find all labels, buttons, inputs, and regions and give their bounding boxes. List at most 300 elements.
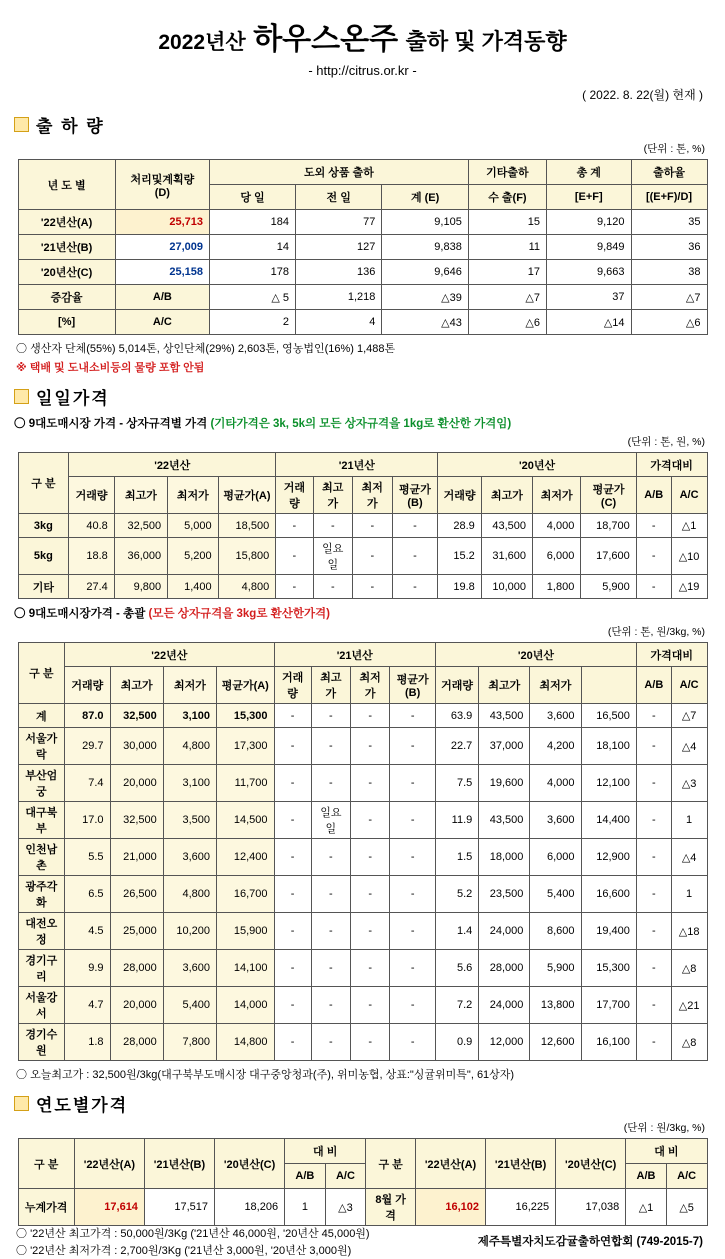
document-header [0, 0, 725, 78]
cell-avg20: 16,100 [581, 1024, 636, 1061]
th-year: 년 도 별 [18, 160, 115, 210]
table-row [18, 260, 707, 285]
cell-low21: - [351, 704, 390, 728]
cell-vol21: - [276, 514, 313, 538]
cell-high20: 28,000 [479, 950, 530, 987]
cell-vol20: 7.5 [436, 765, 479, 802]
cell-low21: - [351, 950, 390, 987]
section-yearlyprice-heading [14, 1091, 725, 1116]
circle-bullet-icon: 〇 [16, 1069, 27, 1081]
cell-high22: 28,000 [110, 1024, 163, 1061]
cell-ab: - [636, 876, 671, 913]
th-cmp: 가격대비 [636, 453, 707, 477]
cell-ac: △7 [671, 704, 707, 728]
circle-bullet-icon: 〇 [16, 1245, 27, 1257]
cell-low21: - [351, 839, 390, 876]
cell-avg20: 18,100 [581, 728, 636, 765]
shipment-note-1 [16, 340, 725, 356]
cell-avg21: - [390, 802, 436, 839]
cell-low22: 5,000 [168, 514, 218, 538]
row-label: 경기수원 [18, 1024, 65, 1061]
cell-high21: - [313, 514, 352, 538]
cell-low22: 1,400 [168, 575, 218, 599]
cell-avg21: - [390, 1024, 436, 1061]
cell-low22: 3,500 [163, 802, 216, 839]
title-main-text: 하우스온주 [253, 23, 398, 56]
cell-high22: 20,000 [110, 987, 163, 1024]
cell-export: 11 [468, 235, 546, 260]
th-gubun: 구 분 [18, 643, 65, 704]
th-vol20: 거래량 [438, 477, 481, 514]
cell-plan-diff: 2 [210, 310, 296, 335]
th-y20-left: '20년산(C) [215, 1139, 285, 1189]
row-label: 경기구리 [18, 950, 65, 987]
table-row [18, 538, 707, 575]
cell-sum: 9,646 [382, 260, 468, 285]
title-tail-text: 출하 및 가격동향 [406, 29, 567, 54]
cell-vol20: 19.8 [438, 575, 481, 599]
cell-prev: 136 [295, 260, 381, 285]
cell-high22: 36,000 [114, 538, 167, 575]
cell-avg22: 18,500 [218, 514, 276, 538]
cell-avg21: - [390, 876, 436, 913]
section1-unit: (단위 : 톤, %) [0, 141, 705, 156]
circle-bullet-icon: 〇 [16, 343, 27, 355]
cell-high20: 23,500 [479, 876, 530, 913]
table-header-row [18, 1139, 707, 1164]
cell-day-diff: 4 [295, 310, 381, 335]
cell-avg22: 16,700 [217, 876, 274, 913]
cell-high20: 43,500 [479, 802, 530, 839]
th-y22: '22년산 [65, 643, 274, 667]
th-high20: 최고가 [481, 477, 532, 514]
cell-low22: 4,800 [163, 728, 216, 765]
th-total-sub: [E+F] [547, 185, 632, 210]
cell-avg22: 11,700 [217, 765, 274, 802]
cell-ac: 1 [671, 876, 707, 913]
subsection-2-text: 9대도매시장가격 - 총괄 [29, 608, 146, 620]
cell-high21: - [311, 987, 350, 1024]
cell-high21: 일요일 [313, 538, 352, 575]
section-dailyprice-heading [14, 384, 725, 409]
th-ab: A/B [636, 477, 671, 514]
row-label: 대전오정 [18, 913, 65, 950]
table-row [18, 1189, 707, 1226]
cell-high21: 일요일 [311, 802, 350, 839]
cell-vol21: - [274, 913, 311, 950]
document-footer [0, 1226, 725, 1259]
cell-high21: - [311, 765, 350, 802]
cell-low22: 3,100 [163, 704, 216, 728]
cell-avg21: - [392, 538, 438, 575]
section-shipment-title: 출 하 량 [36, 112, 105, 137]
cell-ac: △18 [671, 913, 707, 950]
cell-avg22: 14,000 [217, 987, 274, 1024]
cell-avg21: - [390, 728, 436, 765]
cell-total: 9,849 [547, 235, 632, 260]
th-avg22: 평균가(A) [217, 667, 274, 704]
cell-high22: 32,500 [110, 704, 163, 728]
cell-low22: 10,200 [163, 913, 216, 950]
th-low21: 최저가 [351, 667, 390, 704]
cell-ab: - [636, 765, 671, 802]
row-label: 계 [18, 704, 65, 728]
table-row-diff [18, 310, 707, 335]
cell-aug-ab: △1 [626, 1189, 667, 1226]
cell-low20: 4,000 [530, 765, 581, 802]
th-low21: 최저가 [353, 477, 392, 514]
cell-low20: 1,800 [532, 575, 580, 599]
diff-label-2: [%] [18, 310, 115, 335]
cell-avg22: 14,500 [217, 802, 274, 839]
table-header-row-2 [18, 667, 707, 704]
table-header-row [18, 453, 707, 477]
cell-avg22: 17,300 [217, 728, 274, 765]
cell-cum-a: 17,614 [74, 1189, 144, 1226]
table-header-row [18, 160, 707, 185]
table-row [18, 1024, 707, 1061]
cell-sum: 9,105 [382, 210, 468, 235]
cell-low20: 6,000 [530, 839, 581, 876]
th-vol22: 거래량 [65, 667, 110, 704]
th-day: 당 일 [210, 185, 296, 210]
cell-avg20: 19,400 [581, 913, 636, 950]
organization-signature: 제주특별자치도감귤출하연합회 (749-2015-7) [478, 1233, 703, 1249]
cell-ac: △1 [671, 514, 707, 538]
cell-vol22: 1.8 [65, 1024, 110, 1061]
row-label-cumulative: 누계가격 [18, 1189, 74, 1226]
cell-total-diff: △6 [631, 310, 707, 335]
square-marker-icon [14, 1096, 29, 1111]
cell-aug-ac: △5 [666, 1189, 707, 1226]
cell-vol22: 9.9 [65, 950, 110, 987]
section2-unit-2: (단위 : 톤, 원/3kg, %) [0, 624, 705, 639]
section-shipment-heading [14, 112, 725, 137]
cell-cum-c: 18,206 [215, 1189, 285, 1226]
th-rate-sub: [(E+F)/D] [631, 185, 707, 210]
cell-ab: - [636, 514, 671, 538]
th-vol22: 거래량 [69, 477, 114, 514]
th-y21-right: '21년산(B) [486, 1139, 556, 1189]
subsection-2-heading [14, 605, 725, 621]
cell-plan-diff: △ 5 [210, 285, 296, 310]
cell-day: 184 [210, 210, 296, 235]
cell-low20: 4,200 [530, 728, 581, 765]
site-url: - http://citrus.or.kr - [0, 63, 725, 78]
table-row-diff [18, 285, 707, 310]
th-low22: 최저가 [163, 667, 216, 704]
row-label: 기타 [18, 575, 69, 599]
table-row [18, 728, 707, 765]
diff-sub-label: A/B [115, 285, 209, 310]
th-prev: 전 일 [295, 185, 381, 210]
cell-vol20: 28.9 [438, 514, 481, 538]
cell-avg21: - [392, 575, 438, 599]
th-rate: 출하율 [631, 160, 707, 185]
cell-export: 17 [468, 260, 546, 285]
cell-vol20: 5.6 [436, 950, 479, 987]
row-label: 서울강서 [18, 987, 65, 1024]
cell-day: 178 [210, 260, 296, 285]
cell-avg21: - [390, 704, 436, 728]
cell-high21: - [313, 575, 352, 599]
cell-plan: 27,009 [115, 235, 209, 260]
cell-low20: 5,400 [530, 876, 581, 913]
cell-high20: 43,500 [479, 704, 530, 728]
cell-high20: 24,000 [479, 987, 530, 1024]
cell-day: 14 [210, 235, 296, 260]
cell-ac: △19 [671, 575, 707, 599]
circle-bullet-icon: 〇 [14, 418, 26, 430]
daily-price-by-box-table [18, 452, 708, 599]
circle-bullet-icon: 〇 [16, 1228, 27, 1240]
cell-avg22: 14,100 [217, 950, 274, 987]
cell-low22: 5,200 [168, 538, 218, 575]
row-label: '20년산(C) [18, 260, 115, 285]
cell-vol22: 7.4 [65, 765, 110, 802]
cell-avg20: 14,400 [581, 802, 636, 839]
cell-low22: 3,600 [163, 950, 216, 987]
cell-total-diff: △7 [631, 285, 707, 310]
cell-cum-ab: 1 [285, 1189, 326, 1226]
table-row [18, 987, 707, 1024]
cell-ab: - [636, 538, 671, 575]
cell-low22: 5,400 [163, 987, 216, 1024]
subsection-1-text: 9대도매시장 가격 - 상자규격별 가격 [29, 418, 208, 430]
cell-plan: 25,158 [115, 260, 209, 285]
cell-vol20: 0.9 [436, 1024, 479, 1061]
cell-day-diff: 1,218 [295, 285, 381, 310]
th-avg21: 평균가(B) [392, 477, 438, 514]
diff-label: 증감율 [18, 285, 115, 310]
footer-notes [16, 1226, 370, 1259]
cell-sum-diff: △7 [468, 285, 546, 310]
th-ab-left: A/B [285, 1164, 326, 1189]
cell-avg20: 16,600 [581, 876, 636, 913]
footer-note-2-text: '22년산 최저가격 : 2,700원/3Kg ('21년산 3,000원, '20년산 3,000원) [30, 1245, 351, 1257]
cell-avg21: - [390, 913, 436, 950]
cell-plan: 25,713 [115, 210, 209, 235]
table-row [18, 876, 707, 913]
cell-vol22: 87.0 [65, 704, 110, 728]
cell-aug-a: 16,102 [415, 1189, 485, 1226]
cell-high22: 20,000 [110, 765, 163, 802]
cell-high20: 24,000 [479, 913, 530, 950]
th-low20: 최저가 [532, 477, 580, 514]
row-label: 5kg [18, 538, 69, 575]
cell-prev: 127 [295, 235, 381, 260]
cell-low20: 3,600 [530, 802, 581, 839]
cell-low20: 12,600 [530, 1024, 581, 1061]
table-row [18, 210, 707, 235]
square-marker-icon [14, 389, 29, 404]
cell-vol21: - [276, 538, 313, 575]
th-y20: '20년산 [438, 453, 636, 477]
cell-export-diff: △14 [547, 310, 632, 335]
th-high21: 최고가 [311, 667, 350, 704]
th-y21: '21년산 [274, 643, 436, 667]
cell-low20: 3,600 [530, 704, 581, 728]
th-avg20: 평균가(C) [581, 477, 636, 514]
th-y21-left: '21년산(B) [144, 1139, 214, 1189]
cell-ab: - [636, 839, 671, 876]
row-label: 대구북부 [18, 802, 65, 839]
cell-high20: 43,500 [481, 514, 532, 538]
cell-vol22: 29.7 [65, 728, 110, 765]
cell-vol20: 63.9 [436, 704, 479, 728]
cell-high21: - [311, 728, 350, 765]
cell-vol20: 22.7 [436, 728, 479, 765]
cell-prev-diff: △43 [382, 310, 468, 335]
th-cmp: 가격대비 [636, 643, 707, 667]
th-cmp-left: 대 비 [285, 1139, 366, 1164]
cell-low22: 4,800 [163, 876, 216, 913]
section-yearlyprice-title: 연도별가격 [36, 1091, 128, 1116]
cell-avg21: - [390, 839, 436, 876]
cell-vol20: 7.2 [436, 987, 479, 1024]
cell-rate: 38 [631, 260, 707, 285]
subsection-2-note: (모든 상자규격을 3kg로 환산한가격) [149, 608, 330, 620]
cell-avg22: 15,800 [218, 538, 276, 575]
footer-note-1-text: '22년산 최고가격 : 50,000원/3Kg ('21년산 46,000원, '20년산 45,000원) [30, 1228, 370, 1240]
cell-high21: - [311, 1024, 350, 1061]
table-row [18, 802, 707, 839]
cell-ab: - [636, 987, 671, 1024]
cell-rate: 36 [631, 235, 707, 260]
th-high22: 최고가 [114, 477, 167, 514]
cell-ac: △21 [671, 987, 707, 1024]
cell-prev-diff: △39 [382, 285, 468, 310]
cell-high22: 21,000 [110, 839, 163, 876]
th-low20: 최저가 [530, 667, 581, 704]
section3-unit: (단위 : 원/3kg, %) [0, 1120, 705, 1135]
footer-note-2 [16, 1243, 370, 1259]
cell-total: 9,663 [547, 260, 632, 285]
th-y22-right: '22년산(A) [415, 1139, 485, 1189]
cell-ac: △4 [671, 728, 707, 765]
cell-avg22: 14,800 [217, 1024, 274, 1061]
cell-high21: - [311, 839, 350, 876]
table-header-row-2 [18, 477, 707, 514]
cell-low20: 6,000 [532, 538, 580, 575]
th-sum: 계 (E) [382, 185, 468, 210]
cell-low20: 5,900 [530, 950, 581, 987]
cell-vol22: 6.5 [65, 876, 110, 913]
cell-low21: - [351, 802, 390, 839]
cell-high21: - [311, 876, 350, 913]
cell-ab: - [636, 1024, 671, 1061]
row-label: 부산엄궁 [18, 765, 65, 802]
cell-avg21: - [390, 987, 436, 1024]
cell-vol20: 11.9 [436, 802, 479, 839]
footer-note-1 [16, 1226, 370, 1243]
shipment-table [18, 159, 708, 335]
cell-avg20: 18,700 [581, 514, 636, 538]
th-gubun-right: 구 분 [366, 1139, 416, 1189]
cell-avg20: 12,900 [581, 839, 636, 876]
table-row [18, 575, 707, 599]
section2-unit-1: (단위 : 톤, 원, %) [0, 434, 705, 449]
cell-vol21: - [276, 575, 313, 599]
cell-aug-b: 16,225 [486, 1189, 556, 1226]
cell-low22: 7,800 [163, 1024, 216, 1061]
cell-low21: - [353, 538, 392, 575]
th-y20: '20년산 [436, 643, 637, 667]
cell-high20: 10,000 [481, 575, 532, 599]
cell-low21: - [351, 913, 390, 950]
cell-low21: - [351, 1024, 390, 1061]
cell-low21: - [351, 876, 390, 913]
table-row [18, 950, 707, 987]
cell-ac: △8 [671, 950, 707, 987]
th-ab-right: A/B [626, 1164, 667, 1189]
cell-export-diff: 37 [547, 285, 632, 310]
cell-low21: - [351, 728, 390, 765]
row-label-august: 8월 가격 [366, 1189, 416, 1226]
today-high-note-text: 오늘최고가 : 32,500원/3kg(대구북부도매시장 대구중앙청과(주), 위미농협, 상표:"싱귤위미특", 61상자) [30, 1069, 514, 1081]
th-vol21: 거래량 [274, 667, 311, 704]
row-label: '22년산(A) [18, 210, 115, 235]
cell-high22: 9,800 [114, 575, 167, 599]
cell-avg22: 15,300 [217, 704, 274, 728]
cell-low22: 3,100 [163, 765, 216, 802]
cell-ab: - [636, 728, 671, 765]
subsection-1-heading [14, 415, 725, 431]
cell-avg22: 4,800 [218, 575, 276, 599]
cell-vol21: - [274, 728, 311, 765]
table-row [18, 765, 707, 802]
th-y21: '21년산 [276, 453, 438, 477]
cell-ab: - [636, 950, 671, 987]
th-avg21: 평균가(B) [390, 667, 436, 704]
cell-low20: 4,000 [532, 514, 580, 538]
cell-avg20: 15,300 [581, 950, 636, 987]
cell-low21: - [353, 514, 392, 538]
th-gubun-left: 구 분 [18, 1139, 74, 1189]
title-line [0, 14, 725, 58]
cell-high20: 18,000 [479, 839, 530, 876]
cell-vol20: 1.4 [436, 913, 479, 950]
th-other: 기타출하 [468, 160, 546, 185]
cell-ac: △4 [671, 839, 707, 876]
circle-bullet-icon: 〇 [14, 608, 26, 620]
section-dailyprice-title: 일일가격 [36, 384, 110, 409]
cell-low22: 3,600 [163, 839, 216, 876]
cell-high20: 37,000 [479, 728, 530, 765]
cell-vol20: 5.2 [436, 876, 479, 913]
cell-ac: △8 [671, 1024, 707, 1061]
th-total: 총 계 [547, 160, 632, 185]
cell-high20: 19,600 [479, 765, 530, 802]
cell-high22: 30,000 [110, 728, 163, 765]
cell-vol22: 4.5 [65, 913, 110, 950]
diff-sub-label: A/C [115, 310, 209, 335]
cell-ab: - [636, 704, 671, 728]
row-label: '21년산(B) [18, 235, 115, 260]
cell-sum-diff: △6 [468, 310, 546, 335]
th-cmp-right: 대 비 [626, 1139, 707, 1164]
th-y20-right: '20년산(C) [556, 1139, 626, 1189]
cell-vol20: 15.2 [438, 538, 481, 575]
cell-avg21: - [390, 950, 436, 987]
cell-prev: 77 [295, 210, 381, 235]
cell-low20: 8,600 [530, 913, 581, 950]
as-of-date: ( 2022. 8. 22(월) 현재 ) [0, 86, 703, 103]
title-year: 2022년산 [158, 31, 245, 54]
cell-avg20: 12,100 [581, 765, 636, 802]
row-label: 서울가락 [18, 728, 65, 765]
cell-vol21: - [274, 876, 311, 913]
